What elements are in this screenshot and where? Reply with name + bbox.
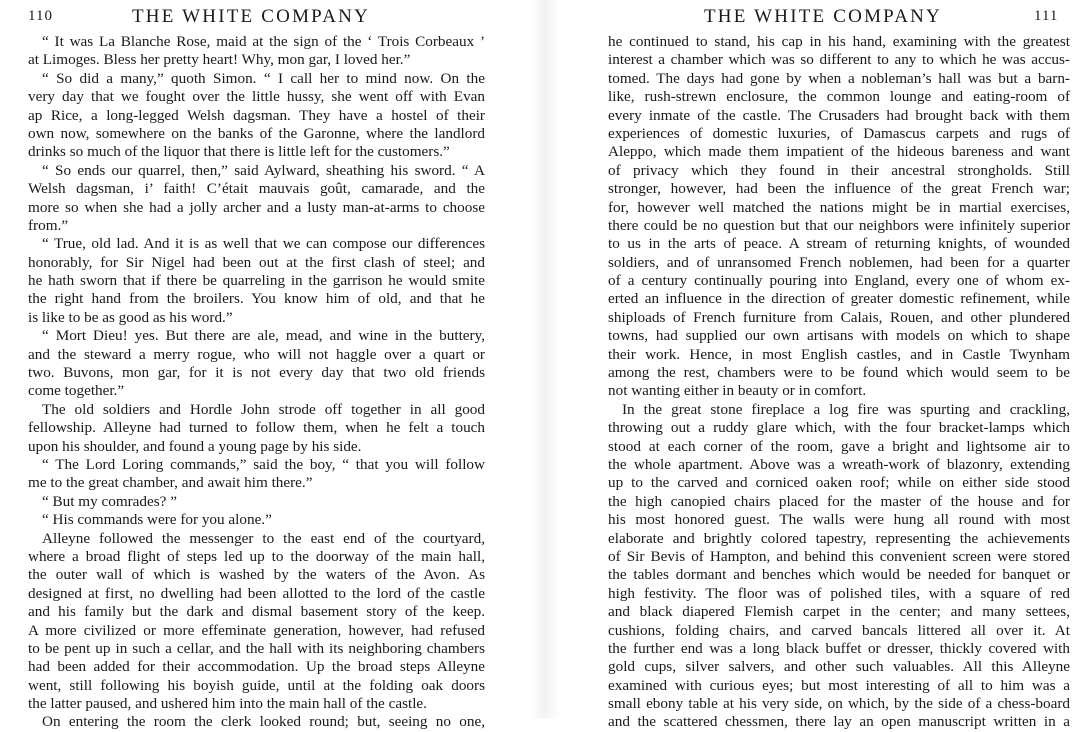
book-gutter — [530, 0, 560, 718]
text-line: from.” — [28, 216, 69, 234]
left-page-text — [28, 33, 485, 732]
text-line: upon his shoulder, and found a young page by his side. — [28, 437, 362, 455]
text-line: there could be no question but that our neighbors were infinitely superior — [608, 216, 1070, 234]
text-line: throwing out a ruddy glare which, with the four bracket-lamps which — [608, 419, 1070, 437]
text-line: his most honored guest. The walls were hung all round with most — [608, 511, 1070, 529]
text-line: elaborate and brightly colored tapestry, representing the achievements — [608, 529, 1070, 547]
text-line: “ Mort Dieu! yes. But there are ale, mead, and wine in the buttery, — [42, 327, 485, 345]
page-number: 110 — [28, 8, 53, 24]
text-line: of privacy which they found in their ancestral strongholds. Still — [608, 161, 1070, 179]
text-line: examined with curious eyes; but most interesting of all to him was a — [608, 676, 1070, 694]
text-line: the whole apartment. Above was a wreath-work of blazonry, extending — [608, 455, 1070, 473]
text-line: up to the carved and corniced oaken roof; while on either side stood — [608, 474, 1070, 492]
text-line: two. Buvons, mon gar, for it is not every day that two old friends — [28, 364, 485, 382]
text-line: among the rest, chambers were to be found which would seem to be — [608, 364, 1070, 382]
text-line: The old soldiers and Hordle John strode off together in all good — [42, 400, 485, 418]
running-title: THE WHITE COMPANY — [132, 6, 370, 27]
text-line: “ True, old lad. And it is as well that we can compose our differences — [42, 235, 485, 253]
text-line: ap Rice, a long-legged Welsh dagsman. They have a hostel of their — [28, 106, 485, 124]
text-line: high festivity. The floor was of polished tiles, with a square of red — [608, 584, 1070, 602]
text-line: every inmate of the castle. The Crusaders had brought back with them — [608, 106, 1070, 124]
text-line: more so when she had a jolly archer and a lusty man-at-arms to choose — [28, 198, 485, 216]
text-line: “ It was La Blanche Rose, maid at the sign of the ‘ Trois Corbeaux ’ — [42, 33, 485, 50]
text-line: stronger, however, had been the influence of the great French war; — [608, 180, 1070, 198]
left-page — [0, 0, 530, 731]
text-line: the right hand from the broilers. You know him of old, and that he — [28, 290, 485, 308]
text-line: “ The Lord Loring commands,” said the boy, “ that you will follow — [42, 455, 485, 473]
text-line: to us in the arts of peace. A stream of returning knights, of wounded — [608, 235, 1070, 253]
text-line: the further end was a long black buffet or dresser, thickly covered with — [608, 639, 1070, 657]
text-line: In the great stone fireplace a log fire was spurting and crackling, — [622, 400, 1070, 418]
text-line: erted an influence in the direction of greater domestic refinement, while — [608, 290, 1070, 308]
text-line: Aleppo, which made them impatient of the hideous bareness and want — [608, 143, 1070, 161]
text-line: towns, had supplied our own artisans with models on which to shape — [608, 327, 1070, 345]
text-line: the latter paused, and ushered him into the main hall of the castle. — [28, 695, 427, 713]
text-line: very day that we fought over the little hussy, she went off with Evan — [28, 88, 485, 106]
text-line: “ His commands were for you alone.” — [42, 511, 272, 529]
text-line: the high canopied chairs placed for the master of the house and for — [608, 492, 1070, 510]
text-line: had been added for their accommodation. Up the broad steps Alleyne — [28, 658, 485, 676]
text-line: shiploads of French furniture from Calais, Rouen, and other plundered — [608, 308, 1070, 326]
text-line: the tables dormant and benches which would be needed for banquet or — [608, 566, 1070, 584]
text-line: soldiers, and of unransomed French noblemen, had been for a quarter — [608, 253, 1070, 271]
text-line: like, rush-strewn enclosure, the common lounge and eating-room of — [608, 88, 1070, 106]
running-title: THE WHITE COMPANY — [704, 6, 942, 27]
text-line: On entering the room the clerk looked round; but, seeing no one, — [42, 713, 485, 731]
text-line: Alleyne followed the messenger to the east end of the courtyard, — [42, 529, 485, 547]
text-line: gold cups, silver salvers, and other such valuables. All this Alleyne — [608, 658, 1070, 676]
text-line: of a century continually pouring into England, every one of whom ex- — [608, 272, 1070, 290]
text-line: where a broad flight of steps led up to the doorway of the main hall, — [28, 547, 485, 565]
text-line: honorably, for Sir Nigel had been out at the first clash of steel; and — [28, 253, 485, 271]
text-line: of Sir Bevis of Hampton, and behind this convenient screen were stored — [608, 547, 1070, 565]
text-line: the outer wall of which is washed by the waters of the Avon. As — [28, 566, 485, 584]
text-line: experiences of domestic luxuries, of Damascus carpets and rugs of — [608, 124, 1070, 142]
text-line: he continued to stand, his cap in his hand, examining with the greatest — [608, 33, 1070, 50]
text-line: “ So did a many,” quoth Simon. “ I call her to mind now. On the — [42, 69, 485, 87]
text-line: Welsh dagsman, i’ faith! C’était mauvais goût, camarade, and the — [28, 180, 485, 198]
text-line: me to the great chamber, and await him there.” — [28, 474, 313, 492]
text-line: stood at each corner of the room, gave a bright and lightsome air to — [608, 437, 1070, 455]
text-line: went, still following his boyish guide, until at the folding oak doors — [28, 676, 485, 694]
text-line: “ But my comrades? ” — [42, 492, 177, 510]
text-line: “ So ends our quarrel, then,” said Aylward, sheathing his sword. “ A — [42, 161, 485, 179]
text-line: small ebony table at his very side, on which, by the side of a chess-board — [608, 695, 1070, 713]
text-line: not wanting either in beauty or in comfort. — [608, 382, 867, 400]
text-line: interest a chamber which was so different to any to which he was accus- — [608, 51, 1070, 69]
text-line: and his family but the dark and dismal basement story of the keep. — [28, 603, 485, 621]
text-line: to be pent up in such a cellar, and the hall with its neighboring chambers — [28, 639, 485, 657]
text-line: own now, somewhere on the banks of the Garonne, where the landlord — [28, 124, 485, 142]
left-page-header — [0, 0, 530, 34]
text-line: at Limoges. Bless her pretty heart! Why, mon gar, I loved her.” — [28, 51, 411, 69]
text-line: A more civilized or more effeminate generation, however, had refused — [28, 621, 485, 639]
text-line: and black diapered Flemish carpet in the center; and many settees, — [608, 603, 1070, 621]
text-line: come together.” — [28, 382, 125, 400]
text-line: fellowship. Alleyne had turned to follow them, when he felt a touch — [28, 419, 485, 437]
text-line: and the scattered chessmen, there lay an open manuscript written in a — [608, 713, 1070, 731]
right-page-text — [608, 33, 1070, 732]
text-line: cushions, folding chairs, and carved bancals littered all over it. At — [608, 621, 1070, 639]
text-line: their work. Hence, in most English castles, and in Castle Twynham — [608, 345, 1070, 363]
text-line: for, however well matched the nations might be in martial exercises, — [608, 198, 1070, 216]
text-line: drinks so much of the liquor that there is little left for the customers.” — [28, 143, 450, 161]
right-page-header — [560, 0, 1084, 34]
page-number: 111 — [1034, 8, 1059, 24]
right-page — [560, 0, 1084, 731]
text-line: is like to be as good as his word.” — [28, 308, 233, 326]
text-line: he hath sworn that if there be quarreling in the garrison he would smite — [28, 272, 485, 290]
text-line: and the steward a merry rogue, who will not haggle over a quart or — [28, 345, 485, 363]
text-line: designed at first, no dwelling had been allotted to the lord of the castle — [28, 584, 485, 602]
text-line: tomed. The days had gone by when a nobleman’s hall was but a barn- — [608, 69, 1070, 87]
